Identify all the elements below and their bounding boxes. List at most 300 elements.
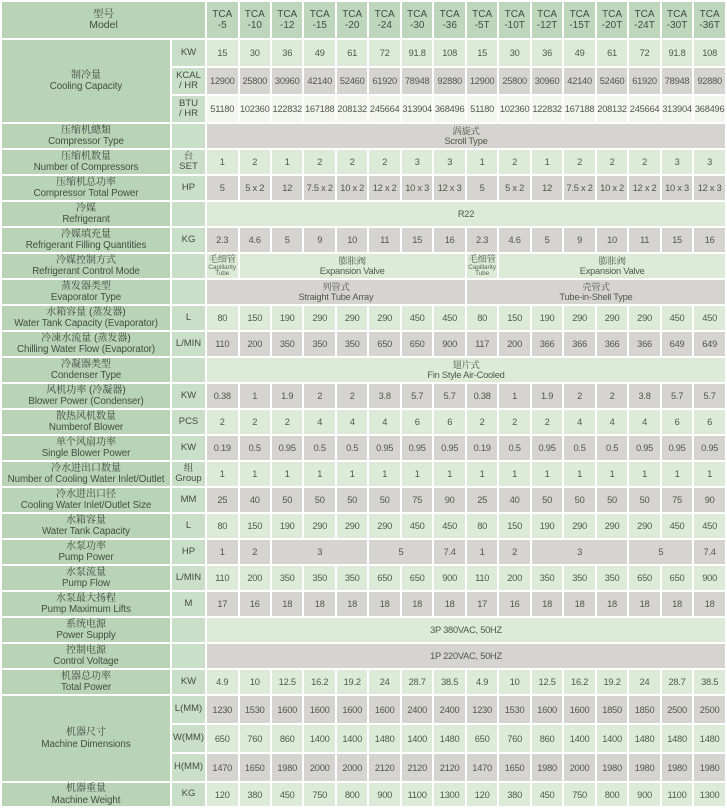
spec-cell: 52460	[337, 68, 367, 94]
row-label	[2, 150, 170, 174]
row-label	[2, 670, 170, 694]
spec-cell: 290	[597, 306, 627, 330]
spec-cell: 0.5	[337, 436, 367, 460]
text-line: 水箱容量	[66, 514, 106, 526]
spec-cell	[240, 254, 465, 278]
text-line: -10T	[504, 20, 525, 31]
spec-cell: 10 x 2	[597, 176, 627, 200]
spec-cell: 760	[240, 725, 270, 752]
spec-cell: 900	[629, 783, 659, 806]
model-header-tca-10t	[499, 2, 529, 38]
spec-cell: 2	[240, 540, 270, 564]
spec-cell: 290	[337, 514, 367, 538]
row-unit	[172, 670, 205, 694]
spec-cell: 1	[304, 462, 334, 486]
spec-cell: 1	[532, 462, 562, 486]
spec-cell: 1	[337, 462, 367, 486]
text-line: -15	[312, 20, 327, 31]
spec-row	[2, 280, 725, 304]
text-line: TCA	[244, 8, 265, 20]
spec-cell: 0.38	[207, 384, 237, 408]
spec-cell: 4	[304, 410, 334, 434]
spec-row	[2, 514, 725, 538]
spec-cell: 350	[337, 566, 367, 590]
spec-cell: 15	[207, 40, 237, 66]
spec-cell: 200	[240, 566, 270, 590]
spec-cell: 4	[337, 410, 367, 434]
row-unit	[172, 436, 205, 460]
spec-cell: 25800	[499, 68, 529, 94]
text-line: 水泵最大扬程	[56, 592, 116, 604]
spec-cell: 1470	[467, 754, 497, 781]
spec-cell: 10 x 3	[402, 176, 432, 200]
spec-row	[2, 358, 725, 382]
spec-cell: 245664	[369, 96, 399, 122]
text-line: Condenser Type	[50, 370, 122, 382]
spec-cell: 1	[694, 462, 725, 486]
spec-cell: 1400	[597, 725, 627, 752]
spec-cell: 9	[304, 228, 334, 252]
spec-row	[2, 124, 725, 148]
spec-cell: 15	[662, 228, 692, 252]
text-line: 冷水进出口数量	[51, 462, 121, 474]
spec-cell: 3	[272, 540, 367, 564]
text-line: Refrigerant	[62, 214, 110, 225]
text-line: 控制电源	[66, 644, 106, 656]
spec-cell: 380	[240, 783, 270, 806]
text-line: 毛细管	[208, 254, 236, 264]
spec-cell: 24	[369, 670, 399, 694]
text-line: -36T	[699, 20, 720, 31]
spec-cell: 15	[402, 228, 432, 252]
spec-cell: 25	[207, 488, 237, 512]
text-line: TCA	[667, 8, 688, 20]
text-line: 毛细管	[468, 254, 496, 264]
spec-cell: 10	[240, 670, 270, 694]
text-line: 水泵流量	[66, 566, 106, 578]
text-line: Water Tank Capacity (Evaporator)	[14, 318, 158, 330]
spec-cell: 650	[467, 725, 497, 752]
text-line: Single Blower Power	[41, 448, 131, 460]
spec-cell: 450	[272, 783, 302, 806]
spec-cell: 0.95	[532, 436, 562, 460]
row-unit	[172, 754, 205, 781]
spec-cell: 2120	[434, 754, 464, 781]
text-line: Control Voltage	[53, 656, 119, 668]
spec-cell: 190	[532, 514, 562, 538]
row-label	[2, 436, 170, 460]
spec-cell: 1	[240, 384, 270, 408]
text-line: TCA	[407, 8, 428, 20]
text-line: 冷媒	[76, 202, 96, 214]
row-unit	[172, 462, 205, 486]
row-unit	[172, 618, 205, 642]
text-line: TCA	[569, 8, 590, 20]
spec-cell: 190	[272, 514, 302, 538]
text-line: Evaporator Type	[50, 292, 122, 304]
row-unit	[172, 384, 205, 408]
text-line: HP	[181, 545, 196, 557]
spec-cell: 650	[369, 566, 399, 590]
spec-cell: 4.6	[240, 228, 270, 252]
row-unit	[172, 644, 205, 668]
spec-cell: 1480	[629, 725, 659, 752]
spec-cell: 51180	[207, 96, 237, 122]
spec-cell: 7.4	[434, 540, 464, 564]
model-header-tca-24	[369, 2, 399, 38]
spec-cell: 25800	[240, 68, 270, 94]
spec-cell: 649	[694, 332, 725, 356]
spec-cell: 2	[597, 384, 627, 408]
spec-cell: 1.9	[532, 384, 562, 408]
model-header-tca-20t	[597, 2, 627, 38]
spec-cell: 18	[597, 592, 627, 616]
text-line: KW	[180, 675, 197, 687]
spec-cell: 1600	[272, 696, 302, 723]
spec-cell: 4.9	[467, 670, 497, 694]
text-line: -24T	[634, 20, 655, 31]
text-line: -5	[217, 20, 227, 31]
spec-cell: 5	[369, 540, 432, 564]
spec-cell: 150	[240, 306, 270, 330]
spec-cell: 7.5 x 2	[564, 176, 594, 200]
spec-cell: 0.95	[402, 436, 432, 460]
spec-cell: 1300	[434, 783, 464, 806]
spec-cell: 16	[434, 228, 464, 252]
spec-row	[2, 306, 725, 330]
spec-cell: 12900	[207, 68, 237, 94]
text-line: TCA	[309, 8, 330, 20]
spec-cell: 1530	[499, 696, 529, 723]
row-unit	[172, 566, 205, 590]
text-line: / HR	[179, 108, 198, 119]
spec-cell: 7.4	[694, 540, 725, 564]
row-label	[2, 332, 170, 356]
spec-cell: 1480	[434, 725, 464, 752]
spec-row	[2, 540, 725, 564]
spec-cell: 450	[532, 783, 562, 806]
spec-cell	[207, 254, 237, 278]
spec-cell: 290	[564, 514, 594, 538]
spec-cell: 860	[532, 725, 562, 752]
spec-cell	[467, 280, 725, 304]
spec-cell: 36	[532, 40, 562, 66]
spec-cell: 1	[402, 462, 432, 486]
row-unit	[172, 176, 205, 200]
text-line: 列管式	[322, 281, 350, 292]
text-line: TCA	[439, 8, 460, 20]
spec-cell: 16	[240, 592, 270, 616]
text-line: Capillarity	[468, 263, 496, 271]
text-line: -20	[344, 20, 360, 31]
spec-cell: 80	[467, 306, 497, 330]
spec-cell: 1600	[564, 696, 594, 723]
spec-cell: 12	[272, 176, 302, 200]
spec-cell: 2	[629, 150, 659, 174]
spec-cell: 78948	[662, 68, 692, 94]
text-line: -10	[247, 20, 262, 31]
row-label	[2, 254, 170, 278]
spec-cell: 1980	[597, 754, 627, 781]
text-line: Expansion Valve	[579, 266, 645, 277]
spec-cell: 366	[564, 332, 594, 356]
spec-cell: 1	[240, 462, 270, 486]
spec-cell: 208132	[337, 96, 367, 122]
spec-cell: 1100	[662, 783, 692, 806]
spec-cell: 78948	[402, 68, 432, 94]
spec-cell: 1	[499, 384, 529, 408]
text-line: TCA	[504, 8, 525, 20]
spec-cell: 450	[694, 306, 725, 330]
spec-row	[2, 696, 725, 723]
spec-row	[2, 644, 725, 668]
spec-cell: 18	[434, 592, 464, 616]
spec-cell: 110	[467, 566, 497, 590]
text-line: TCA	[212, 8, 233, 20]
spec-cell: 2	[240, 150, 270, 174]
spec-cell: 1650	[240, 754, 270, 781]
spec-cell	[467, 254, 497, 278]
spec-cell: 5	[532, 228, 562, 252]
spec-cell: 2000	[564, 754, 594, 781]
spec-cell: 1600	[304, 696, 334, 723]
text-line: Refrigerant Control Mode	[32, 266, 140, 278]
spec-cell: 16	[499, 592, 529, 616]
spec-cell: 102360	[240, 96, 270, 122]
model-header-tca-5	[207, 2, 237, 38]
spec-cell: 10 x 3	[662, 176, 692, 200]
spec-cell: 30960	[532, 68, 562, 94]
spec-cell: 2	[499, 540, 529, 564]
spec-cell: 2	[207, 410, 237, 434]
spec-cell: 2000	[304, 754, 334, 781]
spec-cell: 350	[304, 332, 334, 356]
spec-cell: 75	[662, 488, 692, 512]
text-line: L	[185, 519, 192, 531]
spec-cell: 110	[207, 566, 237, 590]
row-label	[2, 202, 170, 226]
spec-cell: 3	[694, 150, 725, 174]
spec-row	[2, 228, 725, 252]
spec-cell: 0.5	[564, 436, 594, 460]
spec-cell: 350	[564, 566, 594, 590]
text-line: 水泵功率	[66, 540, 106, 552]
spec-cell: 30	[499, 40, 529, 66]
spec-cell: 1	[629, 462, 659, 486]
text-line: KW	[180, 389, 197, 401]
text-line: TCA	[602, 8, 623, 20]
row-unit	[172, 40, 205, 66]
text-line: 涡旋式	[452, 125, 480, 136]
row-unit	[172, 150, 205, 174]
spec-cell: 3	[434, 150, 464, 174]
spec-cell: 12 x 2	[369, 176, 399, 200]
spec-cell: 5	[467, 176, 497, 200]
row-label	[2, 540, 170, 564]
text-line: Straight Tube Array	[298, 292, 374, 303]
spec-cell: 450	[694, 514, 725, 538]
spec-cell: 0.5	[240, 436, 270, 460]
text-line: 压缩机数量	[61, 150, 111, 162]
spec-cell: 61	[597, 40, 627, 66]
text-line: TCA	[342, 8, 363, 20]
spec-cell: 91.8	[662, 40, 692, 66]
spec-cell: 190	[272, 306, 302, 330]
spec-cell: 3.8	[629, 384, 659, 408]
text-line: 膨胀阀	[598, 255, 626, 266]
spec-cell: 200	[499, 566, 529, 590]
spec-cell: 1400	[564, 725, 594, 752]
row-label	[2, 124, 170, 148]
model-header-tca-15	[304, 2, 334, 38]
text-line: TCA	[699, 8, 720, 20]
spec-cell: 2	[304, 150, 334, 174]
spec-cell: 150	[240, 514, 270, 538]
spec-cell: 900	[369, 783, 399, 806]
spec-table-header	[2, 2, 725, 38]
text-line: TCA	[537, 8, 558, 20]
spec-cell: 10 x 2	[337, 176, 367, 200]
text-line: 压缩机总功率	[56, 176, 116, 188]
spec-cell: 2120	[402, 754, 432, 781]
text-line: Pump Flow	[61, 578, 111, 590]
spec-cell: 42140	[564, 68, 594, 94]
spec-cell: 3	[662, 150, 692, 174]
model-header-tca-36	[434, 2, 464, 38]
text-line: KCAL	[176, 69, 201, 81]
spec-cell: 2	[304, 384, 334, 408]
spec-cell: 36	[272, 40, 302, 66]
spec-cell	[499, 254, 725, 278]
spec-cell: 760	[499, 725, 529, 752]
row-label	[2, 176, 170, 200]
text-line: Compressor Type	[48, 136, 124, 147]
spec-cell: 7.5 x 2	[304, 176, 334, 200]
text-line: Tube	[215, 270, 230, 278]
spec-cell: 108	[434, 40, 464, 66]
spec-cell: 12 x 3	[434, 176, 464, 200]
text-line: 机器尺寸	[66, 727, 106, 739]
model-header-row	[2, 2, 725, 38]
spec-row	[2, 566, 725, 590]
spec-cell: 290	[597, 514, 627, 538]
spec-row	[2, 618, 725, 642]
text-line: Tube	[475, 270, 490, 278]
spec-cell: 1230	[467, 696, 497, 723]
spec-cell: 18	[629, 592, 659, 616]
spec-cell: 5	[629, 540, 692, 564]
row-label	[2, 280, 170, 304]
spec-cell: 1650	[499, 754, 529, 781]
spec-cell: R22	[207, 202, 725, 226]
text-line: 型号	[93, 7, 114, 20]
row-unit	[172, 96, 205, 122]
spec-cell: 290	[629, 514, 659, 538]
text-line: -30	[409, 20, 425, 31]
spec-cell: 4	[564, 410, 594, 434]
text-line: KG	[181, 233, 196, 245]
spec-cell: 16.2	[564, 670, 594, 694]
spec-row	[2, 40, 725, 66]
text-line: Tube-in-Shell Type	[559, 292, 633, 303]
spec-cell: 450	[402, 514, 432, 538]
spec-row	[2, 150, 725, 174]
spec-cell: 800	[337, 783, 367, 806]
spec-cell: 0.5	[499, 436, 529, 460]
spec-cell: 313904	[662, 96, 692, 122]
text-line: Total Power	[60, 682, 112, 694]
spec-cell: 1	[662, 462, 692, 486]
text-line: TCA	[374, 8, 395, 20]
spec-cell: 2	[499, 410, 529, 434]
spec-cell: 450	[402, 306, 432, 330]
spec-cell: 80	[467, 514, 497, 538]
row-unit	[172, 592, 205, 616]
model-header-tca-5t	[467, 2, 497, 38]
spec-cell: 2000	[337, 754, 367, 781]
text-line: Scroll Type	[444, 136, 488, 146]
row-unit	[172, 696, 205, 723]
spec-cell: 313904	[402, 96, 432, 122]
spec-cell: 4	[597, 410, 627, 434]
row-label	[2, 644, 170, 668]
text-line: Fin Style Air-Cooled	[427, 370, 505, 381]
text-line: TCA	[277, 8, 298, 20]
spec-cell: 5.7	[694, 384, 725, 408]
spec-cell: 16.2	[304, 670, 334, 694]
spec-cell: 5	[207, 176, 237, 200]
spec-cell: 2	[369, 150, 399, 174]
spec-cell: 12 x 3	[694, 176, 725, 200]
spec-cell: 200	[499, 332, 529, 356]
spec-cell: 50	[272, 488, 302, 512]
spec-cell: 3.8	[369, 384, 399, 408]
spec-cell: 1980	[694, 754, 725, 781]
spec-cell: 1	[499, 462, 529, 486]
spec-cell: 1.9	[272, 384, 302, 408]
spec-cell: 650	[402, 566, 432, 590]
spec-cell: 0.5	[597, 436, 627, 460]
spec-cell: 28.7	[662, 670, 692, 694]
spec-cell: 750	[304, 783, 334, 806]
spec-cell: 17	[467, 592, 497, 616]
spec-cell: 0.38	[467, 384, 497, 408]
spec-cell: 2.3	[467, 228, 497, 252]
spec-cell: 2	[337, 384, 367, 408]
row-label	[2, 228, 170, 252]
row-unit	[172, 358, 205, 382]
spec-cell: 72	[369, 40, 399, 66]
spec-cell: 1100	[402, 783, 432, 806]
row-label	[2, 410, 170, 434]
text-line: TCA	[472, 8, 493, 20]
text-line: -36	[442, 20, 457, 31]
spec-cell: 6	[434, 410, 464, 434]
spec-cell: 24	[629, 670, 659, 694]
spec-cell: 1	[369, 462, 399, 486]
row-unit	[172, 410, 205, 434]
spec-cell: 0.95	[272, 436, 302, 460]
row-unit	[172, 514, 205, 538]
spec-cell: 800	[597, 783, 627, 806]
row-unit	[172, 306, 205, 330]
spec-cell: 0.95	[662, 436, 692, 460]
spec-cell: 50	[629, 488, 659, 512]
spec-cell: 50	[564, 488, 594, 512]
spec-cell: 1	[564, 462, 594, 486]
spec-cell: 117	[467, 332, 497, 356]
text-line: L	[185, 311, 192, 323]
